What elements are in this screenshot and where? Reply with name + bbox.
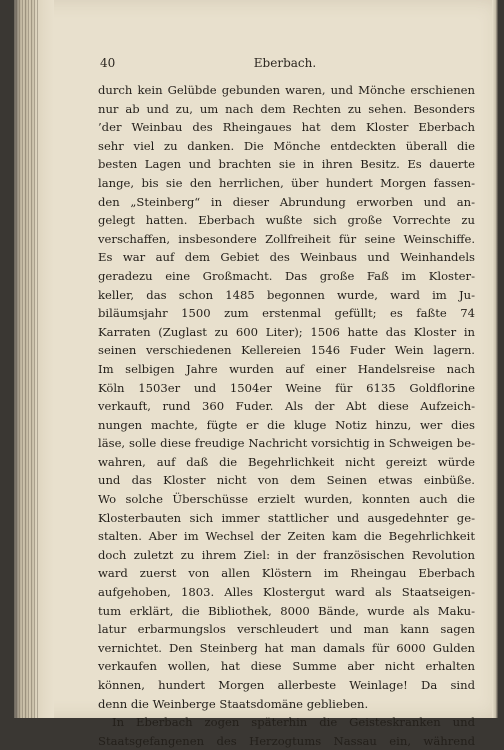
text-line: lange, bis sie den herrlichen, über hundert Morgen fassen- (98, 175, 475, 190)
book-binding (14, 0, 54, 718)
text-line: können, hundert Morgen allerbeste Weinlage! Da sind (98, 678, 475, 692)
text-line: nungen machte, fügte er die kluge Notiz hinzu, wer dies (98, 417, 475, 432)
text-line: geradezu eine Großmacht. Das große Faß im Kloster- (98, 268, 475, 283)
text-line: Wo solche Überschüsse erzielt wurden, konnten auch die (98, 492, 475, 507)
page-header (100, 56, 470, 74)
body-text (98, 81, 475, 750)
text-line: tum erklärt, die Bibliothek, 8000 Bände, wurde als Maku- (98, 603, 475, 618)
text-line: verkauft, rund 360 Fuder. Als der Abt diese Aufzeich- (98, 399, 475, 414)
text-line: stalten. Aber im Wechsel der Zeiten kam die Begehrlichkeit (98, 529, 475, 544)
text-line: Köln 1503er und 1504er Weine für 6135 Goldflorine (98, 380, 475, 395)
text-line: Karraten (Zuglast zu 600 Liter); 1506 hatte das Kloster in (98, 324, 475, 339)
text-line: besten Lagen und brachten sie in ihren Besitz. Es dauerte (98, 157, 475, 172)
text-line: latur erbarmungslos verschleudert und man kann sagen (98, 622, 475, 637)
text-line: seinen verschiedenen Kellereien 1546 Fuder Wein lagern. (98, 343, 475, 358)
text-line: Im selbigen Jahre wurden auf einer Handelsreise nach (98, 361, 475, 376)
text-line: verkaufen wollen, hat diese Summe aber nicht erhalten (98, 659, 475, 674)
text-line: biläumsjahr 1500 zum erstenmal gefüllt; es faßte 74 (98, 306, 475, 321)
binding-page-edges (16, 0, 40, 718)
text-line: vernichtet. Den Steinberg hat man damals für 6000 Gulden (98, 640, 475, 655)
text-line: aufgehoben, 1803. Alles Klostergut ward als Staatseigen- (98, 585, 475, 600)
text-line: denn die Weinberge Staatsdomäne geblieben. (98, 696, 369, 711)
text-line: nur ab und zu, um nach dem Rechten zu sehen. Besonders (98, 101, 475, 116)
text-line: Staatsgefangenen des Herzogtums Nassau ein, während (98, 733, 475, 748)
text-line: und das Kloster nicht von dem Seinen etwas einbüße. (98, 473, 475, 488)
page-number: 40 (100, 56, 116, 70)
text-line: sehr viel zu danken. Die Mönche entdeckten überall die (98, 138, 475, 153)
text-line: verschaffen, insbesondere Zollfreiheit für seine Weinschiffe. (98, 231, 475, 246)
text-line: ward zuerst von allen Klöstern im Rheingau Eberbach (98, 566, 475, 581)
text-line: doch zuletzt zu ihrem Ziel: in der französischen Revolution (98, 547, 475, 562)
text-line: Es war auf dem Gebiet des Weinbaus und Weinhandels (98, 250, 475, 265)
text-line: gelegt hatten. Eberbach wußte sich große Vorrechte zu (98, 213, 475, 228)
text-line: den „Steinberg“ in dieser Abrundung erworben und an- (98, 194, 475, 209)
page-right-edge (492, 0, 498, 718)
text-line: durch kein Gelübde gebunden waren, und Mönche erschienen (98, 83, 475, 97)
text-line: läse, solle diese freudige Nachricht vorsichtig in Schweigen be- (98, 436, 475, 451)
text-line: wahren, auf daß die Begehrlichkeit nicht gereizt würde (98, 454, 475, 469)
running-head: Eberbach. (253, 56, 317, 70)
text-line: Klosterbauten sich immer stattlicher und ausgedehnter ge- (98, 510, 475, 525)
text-line: ’der Weinbau des Rheingaues hat dem Kloster Eberbach (98, 120, 475, 135)
text-line: In Eberbach zogen späterhin die Geisteskranken und (112, 715, 475, 730)
text-line: keller, das schon 1485 begonnen wurde, ward im Ju- (98, 287, 475, 302)
